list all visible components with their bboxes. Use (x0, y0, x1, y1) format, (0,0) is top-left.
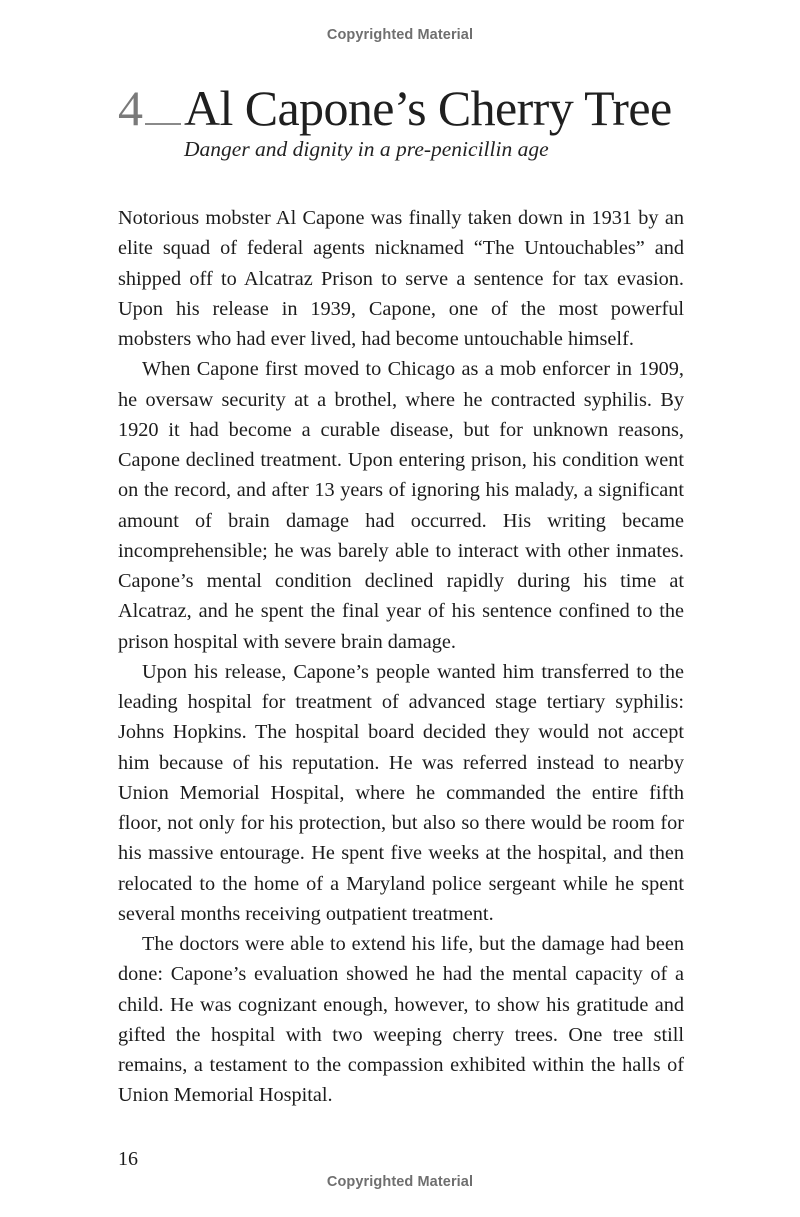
paragraph-4: The doctors were able to extend his life, but the damage had been done: Capone’s evaluation showed he had the mental capacity of a child. He was cognizant enough, however, to show his gratitude and gifted the hospital with two weeping cherry trees. One tree still remains, a testament to the compassion exhibited within the halls of Union Memorial Hospital. (118, 933, 684, 1107)
chapter-number: 4 (118, 80, 143, 136)
chapter-subtitle: Danger and dignity in a pre-penicillin age (184, 137, 549, 161)
chapter-number-rule (145, 123, 181, 125)
body-text (118, 203, 684, 1111)
chapter-title: Al Capone’s Cherry Tree (184, 80, 672, 136)
copyright-watermark-bottom: Copyrighted Material (326, 1174, 474, 1190)
chapter-heading (118, 78, 718, 138)
page-number: 16 (118, 1148, 138, 1170)
paragraph-1: Notorious mobster Al Capone was finally taken down in 1931 by an elite squad of federal agents nicknamed “The Untouchables” and shipped off to Alcatraz Prison to serve a sentence for tax evasion. Upon his release in 1939, Capone, one of the most powerful mobsters who had ever lived, had become untouchable himself. (118, 207, 684, 350)
copyright-watermark-top: Copyrighted Material (326, 27, 474, 43)
paragraph-2: When Capone first moved to Chicago as a mob enforcer in 1909, he oversaw security at a brothel, where he contracted syphilis. By 1920 it had become a curable disease, but for unknown reasons, Capone declined treatment. Upon entering prison, his condition went on the record, and after 13 years of ignoring his malady, a significant amount of brain damage had occurred. His writing became incomprehensible; he was barely able to interact with other inmates. Capone’s mental condition declined rapidly during his time at Alcatraz, and he spent the final year of his sentence confined to the prison hospital with severe brain damage. (118, 358, 684, 653)
paragraph-3: Upon his release, Capone’s people wanted him transferred to the leading hospital for treatment of advanced stage tertiary syphilis: Johns Hopkins. The hospital board decided they would not accept him because of his reputation. He was referred instead to nearby Union Memorial Hospital, where he commanded the entire fifth floor, not only for his protection, but also so there would be room for his massive entourage. He spent five weeks at the hospital, and then relocated to the home of a Maryland police sergeant while he spent several months receiving outpatient treatment. (118, 660, 684, 925)
